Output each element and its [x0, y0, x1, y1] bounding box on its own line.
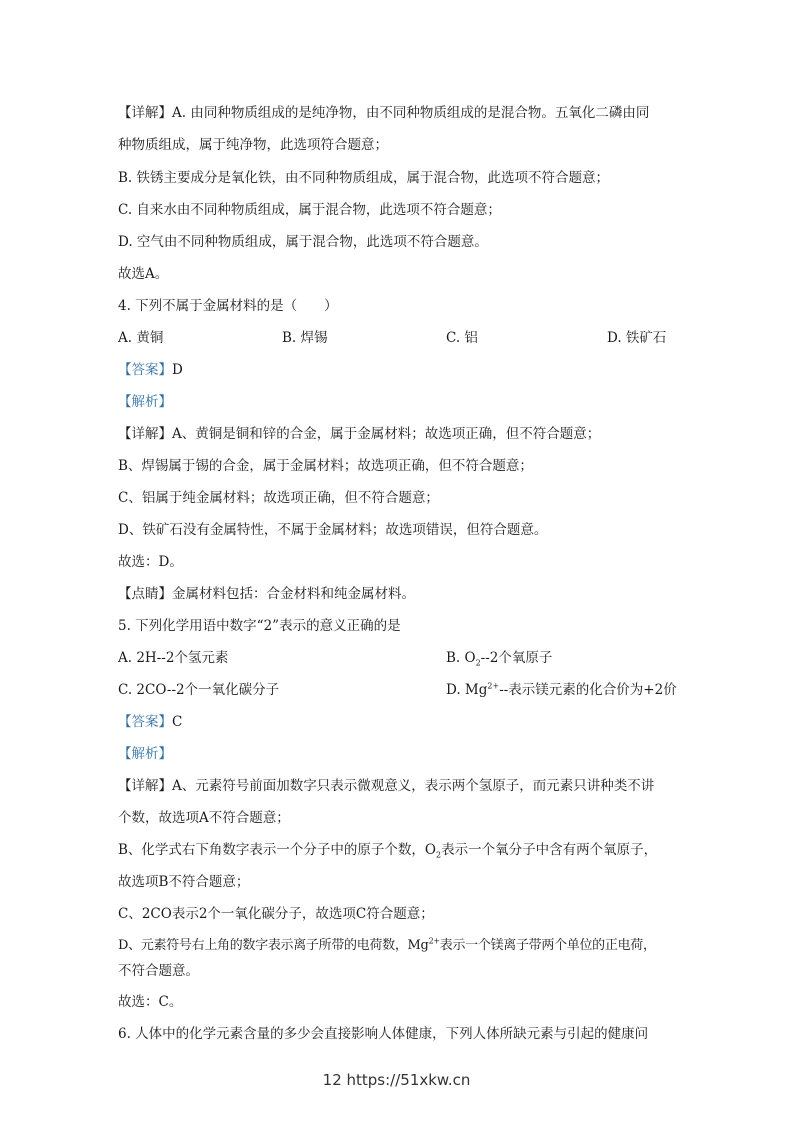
q4-option-d: D. 铁矿石 — [607, 330, 667, 346]
q3-detail-c: C. 自来水由不同种物质组成，属于混合物，此选项不符合题意； — [118, 202, 501, 218]
q5-option-b-sub: 2 — [475, 658, 481, 668]
q4-detail-a-text: A、黄铜是铜和锌的合金，属于金属材料；故选项正确，但不符合题意； — [172, 426, 601, 442]
q5-detail-b-sub: 2 — [436, 850, 442, 860]
q5-option-b-post: --2个氧原子 — [480, 650, 553, 666]
detail-tag: 【详解】 — [118, 426, 172, 442]
q3-detail-line-1 — [118, 104, 649, 122]
q5-conclusion: 故选：C。 — [118, 994, 183, 1010]
point-text: 金属材料包括：合金材料和纯金属材料。 — [172, 586, 415, 602]
q5-option-d — [446, 681, 677, 699]
q5-analysis-tag: 【解析】 — [118, 746, 172, 762]
q4-analysis-tag: 【解析】 — [118, 394, 172, 410]
q4-point — [118, 585, 415, 603]
q6-stem: 6. 人体中的化学元素含量的多少会直接影响人体健康，下列人体所缺元素与引起的健康问 — [118, 1026, 649, 1042]
q5-option-d-post: --表示镁元素的化合价为+2价 — [499, 682, 677, 698]
q4-detail-c: C、铝属于纯金属材料；故选项正确，但不符合题意； — [118, 490, 439, 506]
q5-detail-b-pre: B、化学式右下角数字表示一个分子中的原子个数，O — [118, 842, 436, 858]
q5-detail-d-pre: D、元素符号右上角的数字表示离子所带的电荷数，Mg — [118, 938, 429, 953]
q4-stem: 4. 下列不属于金属材料的是（ ） — [118, 298, 338, 314]
q5-detail-d-sup: 2+ — [428, 936, 440, 946]
page-footer: 12 https://51xkw.cn — [322, 1071, 471, 1089]
q5-detail-c: C、2CO表示2个一氧化碳分子，故选项C符合题意； — [118, 906, 434, 922]
q4-option-b: B. 焊锡 — [282, 330, 328, 346]
q4-conclusion: 故选：D。 — [118, 554, 183, 570]
q5-option-d-pre: D. Mg — [446, 682, 488, 698]
point-tag: 【点睛】 — [118, 586, 172, 602]
q5-stem: 5. 下列化学用语中数字“2”表示的意义正确的是 — [118, 618, 401, 634]
q5-detail-d-post: 表示一个镁离子带两个单位的正电荷， — [439, 938, 656, 953]
q4-option-a: A. 黄铜 — [118, 330, 164, 346]
q5-option-a: A. 2H--2个氢元素 — [118, 650, 229, 666]
answer-value: C — [172, 714, 183, 730]
q3-detail-b: B. 铁锈主要成分是氧化铁，由不同种物质组成，属于混合物，此选项不符合题意； — [118, 170, 610, 186]
q3-detail-a: A. 由同种物质组成的是纯净物，由不同种物质组成的是混合物。五氧化二磷由同 — [172, 105, 650, 121]
q5-detail-d-line-2: 不符合题意。 — [118, 963, 199, 979]
q4-detail-a — [118, 425, 600, 443]
q5-detail-a-line-2: 个数，故选项A不符合题意； — [118, 810, 290, 826]
q5-detail-b-line-1 — [118, 841, 657, 859]
q5-answer — [118, 713, 182, 731]
q5-option-b-pre: B. O — [446, 650, 476, 666]
answer-tag: 【答案】 — [118, 714, 172, 730]
answer-tag: 【答案】 — [118, 362, 172, 378]
q4-detail-b: B、焊锡属于锡的合金，属于金属材料；故选项正确，但不符合题意； — [118, 458, 533, 474]
q3-detail-line-2: 种物质组成，属于纯净物，此选项符合题意； — [118, 137, 388, 153]
q4-detail-d: D、铁矿石没有金属特性，不属于金属材料；故选项错误，但符合题意。 — [118, 522, 548, 538]
q5-option-c: C. 2CO--2个一氧化碳分子 — [118, 682, 280, 698]
answer-value: D — [172, 362, 183, 378]
q4-answer — [118, 361, 183, 379]
q4-option-c: C. 铝 — [446, 330, 478, 346]
q5-detail-d-line-1 — [118, 937, 656, 955]
q5-detail-a-text: A、元素符号前面加数字只表示微观意义，表示两个氢原子，而元素只讲种类不讲 — [172, 778, 655, 794]
q3-detail-d: D. 空气由不同种物质组成，属于混合物，此选项不符合题意。 — [118, 234, 488, 250]
q5-option-b — [446, 649, 552, 667]
q5-detail-b-post: 表示一个氧分子中含有两个氧原子， — [441, 842, 658, 858]
detail-tag: 【详解】 — [118, 778, 172, 794]
q5-detail-a-line-1 — [118, 777, 654, 795]
q5-detail-b-line-2: 故选项B不符合题意； — [118, 874, 250, 890]
q3-conclusion: 故选A。 — [118, 266, 169, 282]
q5-option-d-sup: 2+ — [487, 681, 500, 691]
detail-tag: 【详解】 — [118, 105, 172, 121]
